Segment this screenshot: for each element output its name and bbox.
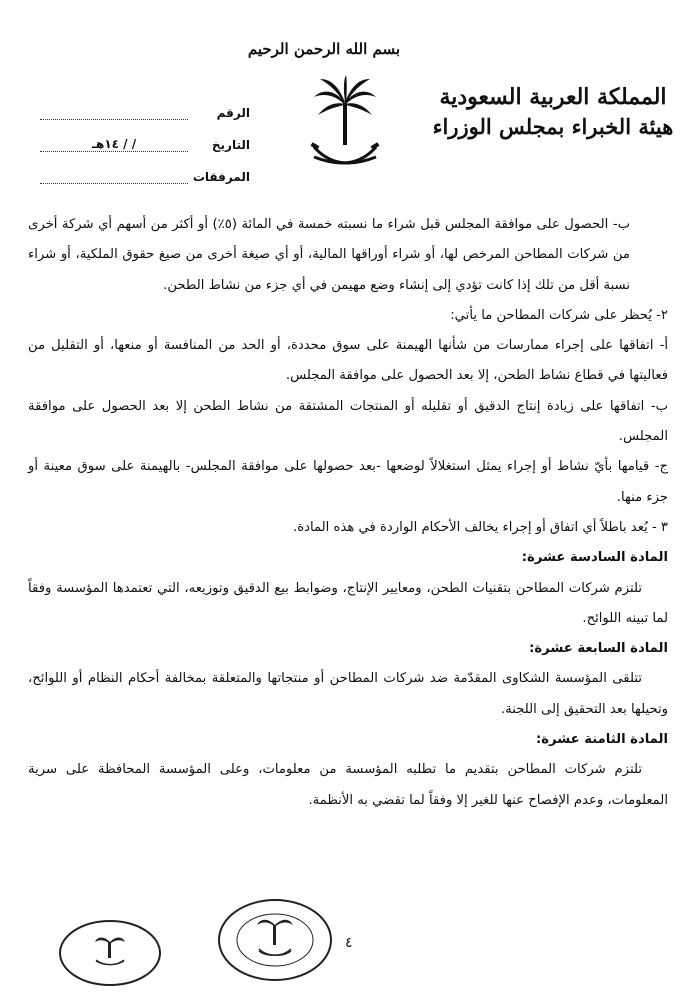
attachments-field: [40, 169, 188, 184]
basmala: بسم الله الرحمن الرحيم: [247, 40, 400, 58]
official-seal-center: [215, 895, 335, 985]
authority-country: المملكة العربية السعودية: [439, 84, 667, 110]
official-seal-left: [58, 918, 163, 988]
article-17-heading: المادة السابعة عشرة:: [529, 641, 668, 657]
clause-3: ٣ - يُعد باطلاً أي اتفاق أو إجراء يخالف الأحكام الواردة في هذه المادة.: [293, 519, 668, 535]
clause-2a: أ- اتفاقها على إجراء ممارسات من شأنها الهيمنة على سوق محددة، أو الحد من المنافسة أو منعها، أو التقليل من فعاليتها في قطاع نشاط الطحن، إلا بعد الحصول على موافقة المجلس.: [28, 338, 668, 384]
page-number: ٤: [345, 935, 353, 951]
reference-block: [40, 88, 250, 184]
ref-label: الرقم: [216, 106, 250, 120]
issuing-authority: [428, 82, 678, 142]
article-18-text: تلتزم شركات المطاحن بتقديم ما تطلبه المؤسسة من معلومات، وعلى المؤسسة المحافظة على سرية المعلومات، وعدم الإفصاح عنها للغير إلا وفقاً لما تقضي به الأنظمة.: [28, 762, 668, 808]
article-18-heading: المادة الثامنة عشرة:: [535, 732, 668, 748]
clause-2: ٢- يُحظر على شركات المطاحن ما يأتي:: [450, 307, 668, 323]
date-row: [40, 120, 250, 152]
authority-body: هيئة الخبراء بمجلس الوزراء: [432, 114, 674, 139]
attachments-row: [40, 152, 250, 184]
clause-2c: ج- قيامها بأيّ نشاط أو إجراء يمثل استغلالاً لوضعها -بعد حصولها على موافقة المجلس- بالهيمنة على سوق معينة أو جزء منها.: [28, 459, 668, 505]
attachments-label: المرفقات: [192, 170, 250, 184]
clause-2b: ب- اتفاقها على زيادة إنتاج الدقيق أو تقليله أو المنتجات المشتقة من نشاط الطحن إلا بعد الحصول على موافقة المجلس.: [28, 398, 668, 445]
date-label: التاريخ: [211, 138, 250, 152]
article-17-text: تتلقى المؤسسة الشكاوى المقدّمة ضد شركات المطاحن أو منتجاتها والمتعلقة بمخالفة أحكام النظام أو اللوائح، وتحيلها بعد التحقيق إلى اللجنة.: [28, 671, 668, 717]
clause-1b: ب- الحصول على موافقة المجلس قبل شراء ما نسبته خمسة في المائة (٥٪) أو أكثر من أسهم أي شركة أخرى من شركات المطاحن المرخص لها، أو شراء أوراقها المالية، أو أي صيغة أخرى من صيغ حقوق الملكية، أو شراء نسبة أقل من تلك إذا كانت تؤدي إلى إنشاء وضع مهيمن في أي جزء من نشاط الطحن.: [28, 217, 630, 293]
reference-row: [40, 88, 250, 120]
ref-field: [40, 105, 188, 120]
document-body: [28, 210, 668, 816]
date-field: / / ١٤هـ: [40, 137, 188, 152]
article-16-text: تلتزم شركات المطاحن بتقنيات الطحن، ومعايير الإنتاج، وضوابط بيع الدقيق وتوزيعه، التي تعتمدها المؤسسة وفقاً لما تبينه اللوائح.: [28, 580, 668, 626]
article-16-heading: المادة السادسة عشرة:: [521, 550, 668, 566]
saudi-emblem-icon: [310, 75, 380, 175]
